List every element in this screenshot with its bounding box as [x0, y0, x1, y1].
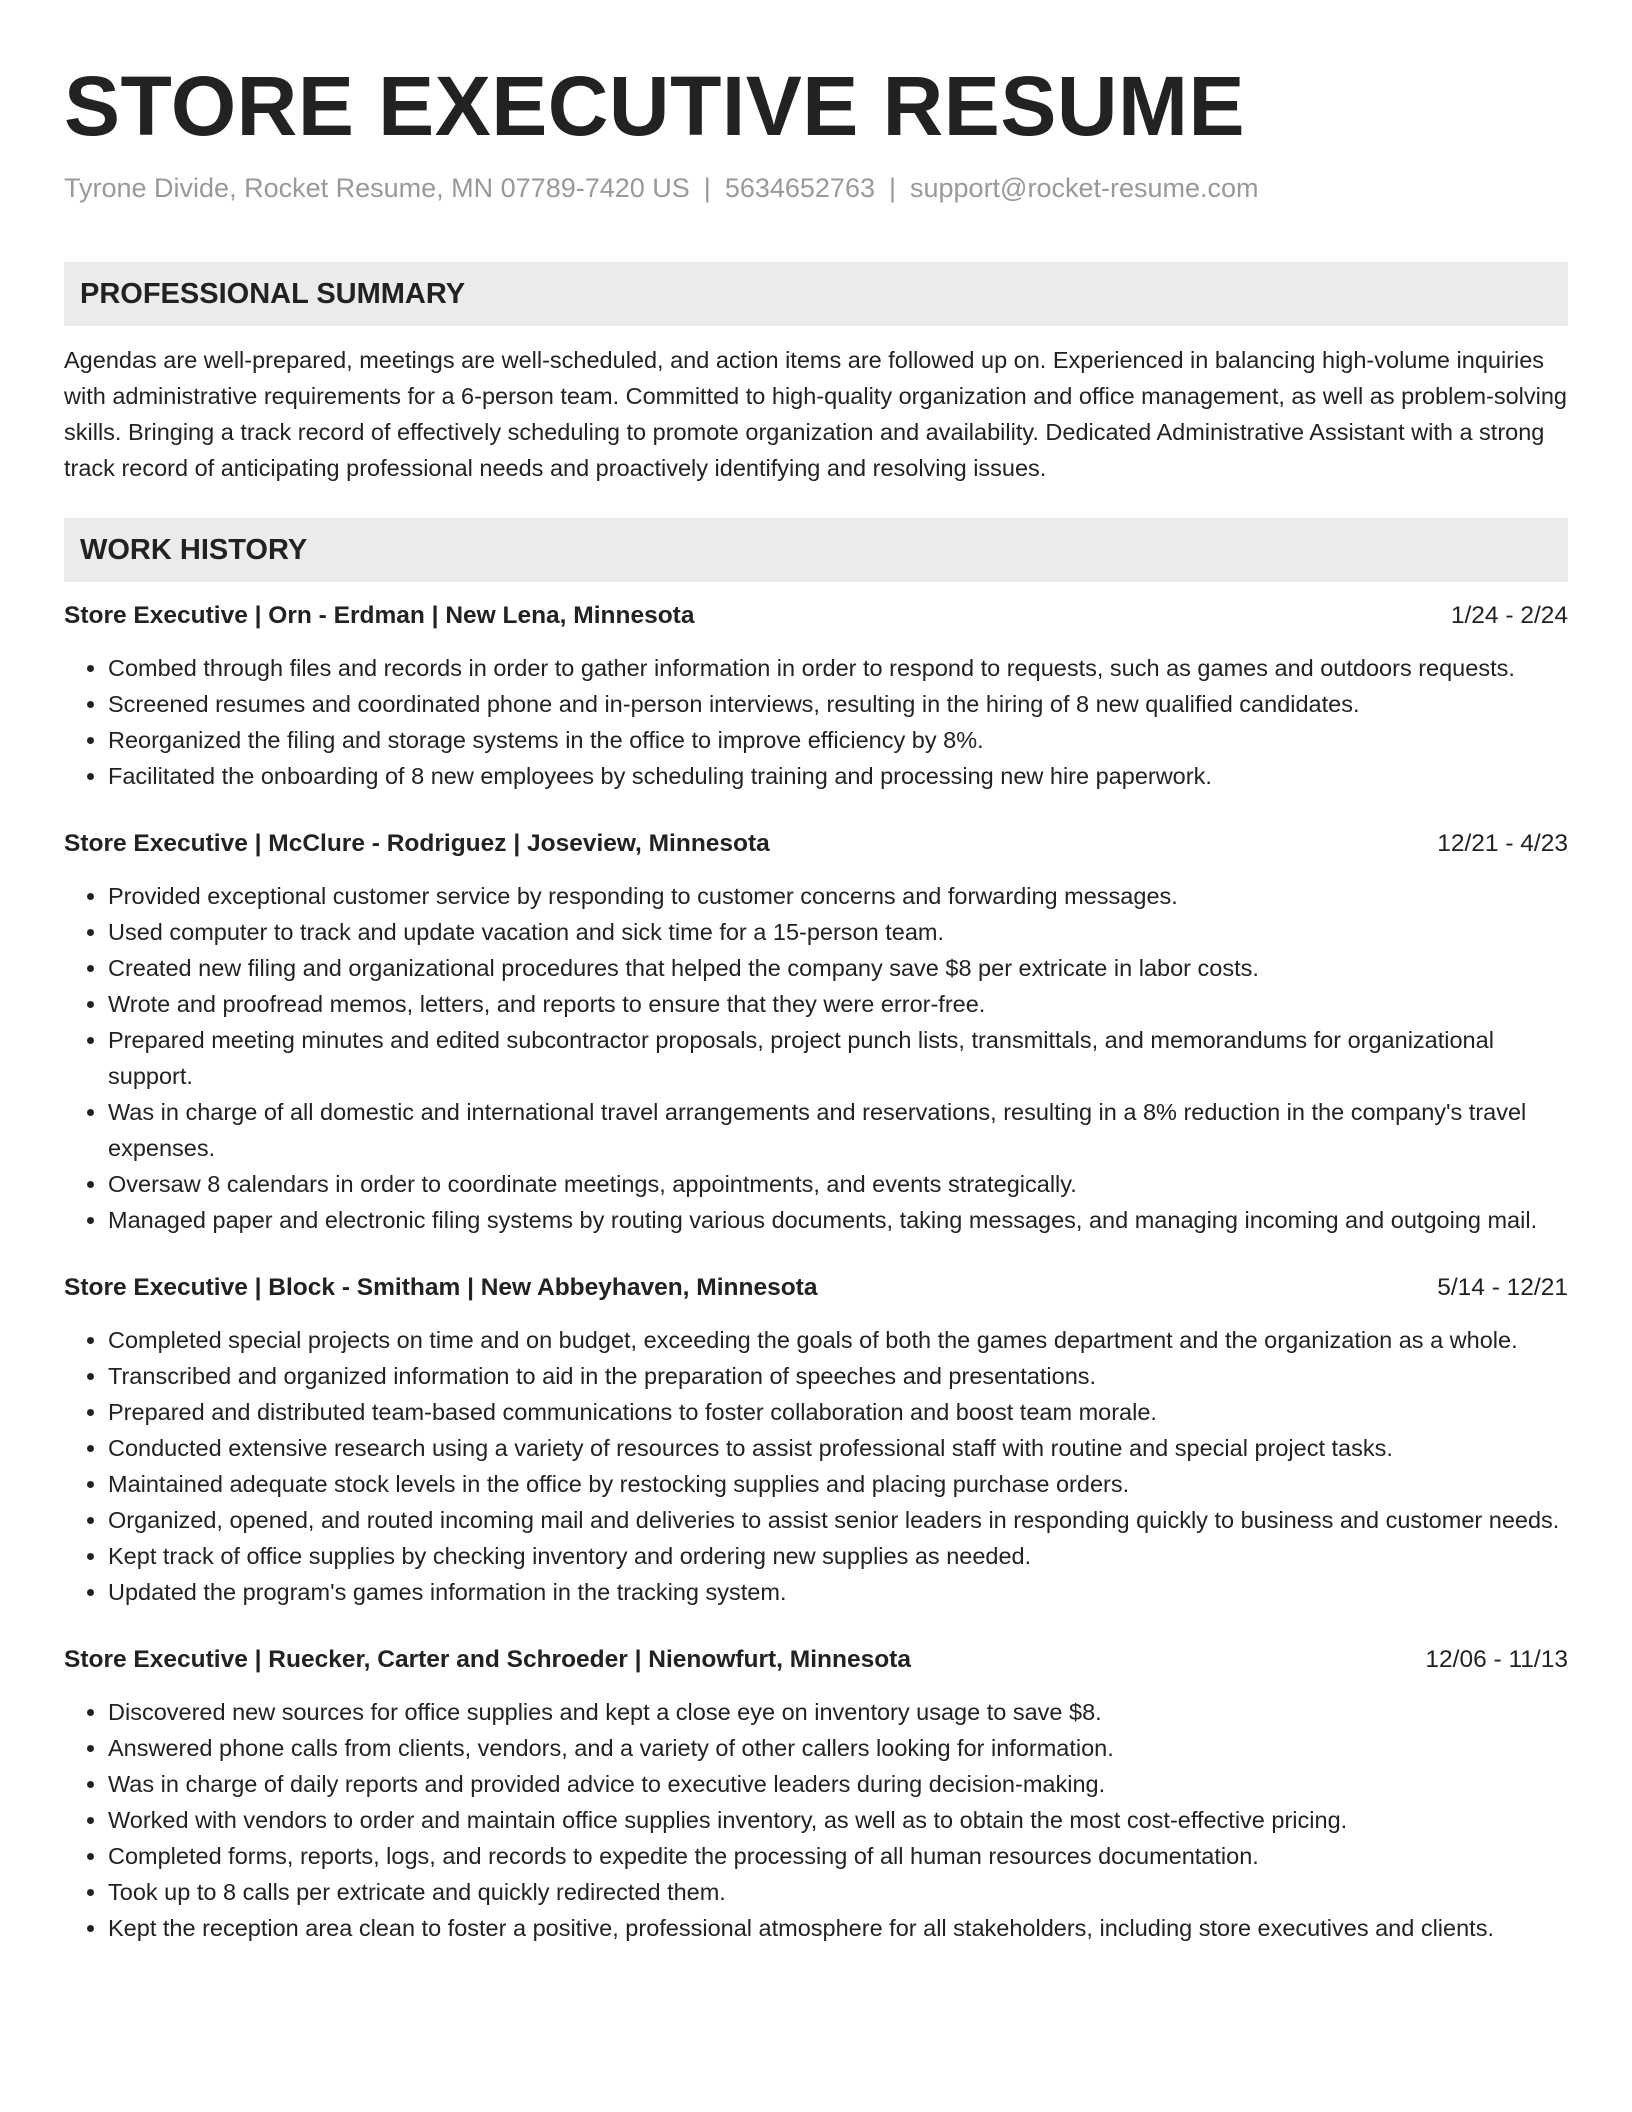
- job-bullet: • Oversaw 8 calendars in order to coordinate meetings, appointments, and events strategically.: [108, 1166, 1568, 1202]
- contact-address: Tyrone Divide, Rocket Resume, MN 07789-7420 US: [64, 173, 690, 203]
- work-history-list: [64, 598, 1568, 1946]
- summary-text: Agendas are well-prepared, meetings are well-scheduled, and action items are followed up on. Experienced in balancing high-volume inquiries with administrative requirements for a 6-person team. Committed to high-quality organization and office management, as well as problem-solving skills. Bringing a track record of effectively scheduling to promote organization and availability. Dedicated Administrative Assistant with a strong track record of anticipating professional needs and proactively identifying and resolving issues.: [64, 347, 1567, 481]
- job-entry: [64, 1642, 1568, 1946]
- job-bullet-list: [64, 1322, 1568, 1610]
- job-bullet: • Transcribed and organized information to aid in the preparation of speeches and presentations.: [108, 1358, 1568, 1394]
- job-bullet: • Took up to 8 calls per extricate and quickly redirected them.: [108, 1874, 1568, 1910]
- job-header: [64, 826, 1568, 862]
- job-bullet: • Conducted extensive research using a variety of resources to assist professional staff with routine and special project tasks.: [108, 1430, 1568, 1466]
- job-dates: 5/14 - 12/21: [1437, 1274, 1568, 1301]
- section-header-summary: PROFESSIONAL SUMMARY: [64, 262, 1568, 326]
- contact-email[interactable]: support@rocket-resume.com: [910, 173, 1259, 203]
- job-bullet: • Prepared and distributed team-based communications to foster collaboration and boost team morale.: [108, 1394, 1568, 1430]
- job-bullet-list: [64, 1694, 1568, 1946]
- contact-line: [64, 170, 1568, 206]
- job-bullet: • Used computer to track and update vacation and sick time for a 15-person team.: [108, 914, 1568, 950]
- resume-title: STORE EXECUTIVE RESUME: [64, 59, 1246, 153]
- job-bullet: • Completed special projects on time and on budget, exceeding the goals of both the games department and the organization as a whole.: [108, 1322, 1568, 1358]
- job-bullet: • Updated the program's games information in the tracking system.: [108, 1574, 1568, 1610]
- resume-page: [64, 56, 1568, 1946]
- job-bullet: • Reorganized the filing and storage systems in the office to improve efficiency by 8%.: [108, 722, 1568, 758]
- job-entry: [64, 1270, 1568, 1610]
- section-header-work-history: WORK HISTORY: [64, 518, 1568, 582]
- job-bullet: • Kept track of office supplies by checking inventory and ordering new supplies as needed.: [108, 1538, 1568, 1574]
- job-bullet: • Discovered new sources for office supplies and kept a close eye on inventory usage to save $8.: [108, 1694, 1568, 1730]
- job-bullet: • Was in charge of daily reports and provided advice to executive leaders during decision-making.: [108, 1766, 1568, 1802]
- job-dates: 12/06 - 11/13: [1425, 1646, 1568, 1673]
- job-dates: 12/21 - 4/23: [1437, 830, 1568, 857]
- job-title: Store Executive | Block - Smitham | New Abbeyhaven, Minnesota: [64, 1274, 818, 1301]
- job-bullet: • Organized, opened, and routed incoming mail and deliveries to assist senior leaders in responding quickly to business and customer needs.: [108, 1502, 1568, 1538]
- job-bullet: • Prepared meeting minutes and edited subcontractor proposals, project punch lists, transmittals, and memorandums for organizational support.: [108, 1022, 1568, 1094]
- job-title: Store Executive | McClure - Rodriguez | Joseview, Minnesota: [64, 830, 770, 857]
- job-bullet: • Facilitated the onboarding of 8 new employees by scheduling training and processing new hire paperwork.: [108, 758, 1568, 794]
- contact-separator: |: [703, 173, 711, 203]
- contact-separator: |: [888, 173, 896, 203]
- job-bullet: • Was in charge of all domestic and international travel arrangements and reservations, resulting in a 8% reduction in the company's travel expenses.: [108, 1094, 1568, 1166]
- job-entry: [64, 826, 1568, 1238]
- job-bullet: • Screened resumes and coordinated phone and in-person interviews, resulting in the hiring of 8 new qualified candidates.: [108, 686, 1568, 722]
- job-bullet: • Wrote and proofread memos, letters, and reports to ensure that they were error-free.: [108, 986, 1568, 1022]
- job-bullet-list: [64, 650, 1568, 794]
- job-bullet: • Maintained adequate stock levels in the office by restocking supplies and placing purchase orders.: [108, 1466, 1568, 1502]
- job-entry: [64, 598, 1568, 794]
- job-title: Store Executive | Orn - Erdman | New Lena, Minnesota: [64, 602, 695, 629]
- job-bullet-list: [64, 878, 1568, 1238]
- contact-phone[interactable]: 5634652763: [724, 173, 875, 203]
- job-bullet: • Completed forms, reports, logs, and records to expedite the processing of all human resources documentation.: [108, 1838, 1568, 1874]
- job-bullet: • Provided exceptional customer service by responding to customer concerns and forwarding messages.: [108, 878, 1568, 914]
- job-bullet: • Combed through files and records in order to gather information in order to respond to requests, such as games and outdoors requests.: [108, 650, 1568, 686]
- job-bullet: • Kept the reception area clean to foster a positive, professional atmosphere for all stakeholders, including store executives and clients.: [108, 1910, 1568, 1946]
- job-bullet: • Answered phone calls from clients, vendors, and a variety of other callers looking for information.: [108, 1730, 1568, 1766]
- job-title: Store Executive | Ruecker, Carter and Schroeder | Nienowfurt, Minnesota: [64, 1646, 911, 1673]
- job-header: [64, 598, 1568, 634]
- job-dates: 1/24 - 2/24: [1450, 602, 1568, 629]
- job-bullet: • Worked with vendors to order and maintain office supplies inventory, as well as to obtain the most cost-effective pricing.: [108, 1802, 1568, 1838]
- job-bullet: • Created new filing and organizational procedures that helped the company save $8 per extricate in labor costs.: [108, 950, 1568, 986]
- job-bullet: • Managed paper and electronic filing systems by routing various documents, taking messages, and managing incoming and outgoing mail.: [108, 1202, 1568, 1238]
- job-header: [64, 1270, 1568, 1306]
- job-header: [64, 1642, 1568, 1678]
